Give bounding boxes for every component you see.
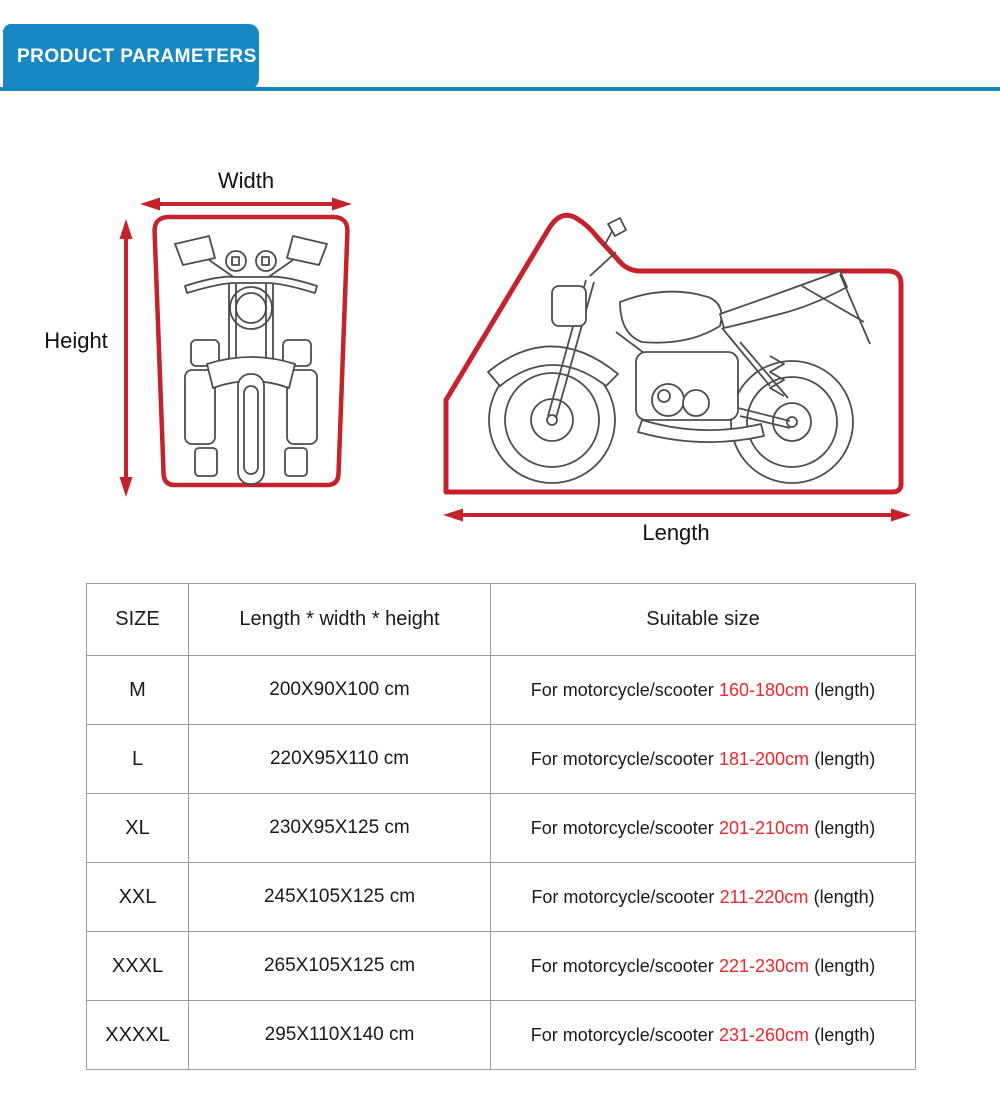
length-dimension-label: Length (642, 520, 710, 545)
suitable-prefix: For motorcycle/scooter (530, 679, 714, 700)
col-header-suitable: Suitable size (491, 584, 916, 656)
suitable-suffix: (length) (814, 748, 876, 769)
section-header-tab (3, 24, 259, 89)
size-value: XXL (87, 863, 189, 932)
suitable-value (491, 794, 916, 863)
suitable-suffix: (length) (814, 817, 876, 838)
suitable-suffix: (length) (814, 679, 876, 700)
width-arrow-icon (140, 195, 352, 213)
suitable-range: 201-210cm (718, 817, 810, 838)
table-row (87, 656, 916, 725)
table-row (87, 1001, 916, 1070)
header-divider (0, 87, 1000, 91)
suitable-value (491, 1001, 916, 1070)
col-header-size: SIZE (87, 584, 189, 656)
height-dimension-label: Height (44, 328, 108, 353)
suitable-prefix: For motorcycle/scooter (530, 1024, 714, 1045)
height-arrow-icon (117, 219, 135, 497)
suitable-prefix: For motorcycle/scooter (530, 748, 714, 769)
size-table (86, 583, 916, 1070)
suitable-range: 160-180cm (718, 679, 810, 700)
suitable-prefix: For motorcycle/scooter (530, 955, 714, 976)
dimensions-value: 200X90X100 cm (189, 656, 491, 725)
section-title: PRODUCT PARAMETERS (17, 45, 257, 67)
suitable-suffix: (length) (814, 955, 876, 976)
dimensions-value: 245X105X125 cm (189, 863, 491, 932)
size-value: XXXL (87, 932, 189, 1001)
suitable-range: 221-230cm (718, 955, 810, 976)
suitable-value (491, 932, 916, 1001)
table-row (87, 725, 916, 794)
table-row (87, 932, 916, 1001)
suitable-suffix: (length) (813, 886, 875, 907)
width-dimension-label: Width (217, 168, 275, 193)
dimensions-value: 230X95X125 cm (189, 794, 491, 863)
dimensions-value: 295X110X140 cm (189, 1001, 491, 1070)
dimensions-value: 265X105X125 cm (189, 932, 491, 1001)
table-row (87, 863, 916, 932)
suitable-prefix: For motorcycle/scooter (531, 886, 715, 907)
size-value: M (87, 656, 189, 725)
size-value: XL (87, 794, 189, 863)
suitable-prefix: For motorcycle/scooter (530, 817, 714, 838)
table-header-row (87, 584, 916, 656)
motorcycle-front-cover-diagram (149, 212, 353, 494)
size-value: L (87, 725, 189, 794)
dimensions-value: 220X95X110 cm (189, 725, 491, 794)
size-value: XXXXL (87, 1001, 189, 1070)
suitable-suffix: (length) (814, 1024, 876, 1045)
suitable-range: 231-260cm (718, 1024, 810, 1045)
suitable-range: 181-200cm (718, 748, 810, 769)
motorcycle-side-cover-diagram (440, 194, 912, 502)
suitable-value (491, 725, 916, 794)
suitable-value (491, 656, 916, 725)
table-row (87, 794, 916, 863)
suitable-value (491, 863, 916, 932)
suitable-range: 211-220cm (719, 886, 809, 907)
col-header-dimensions: Length * width * height (189, 584, 491, 656)
